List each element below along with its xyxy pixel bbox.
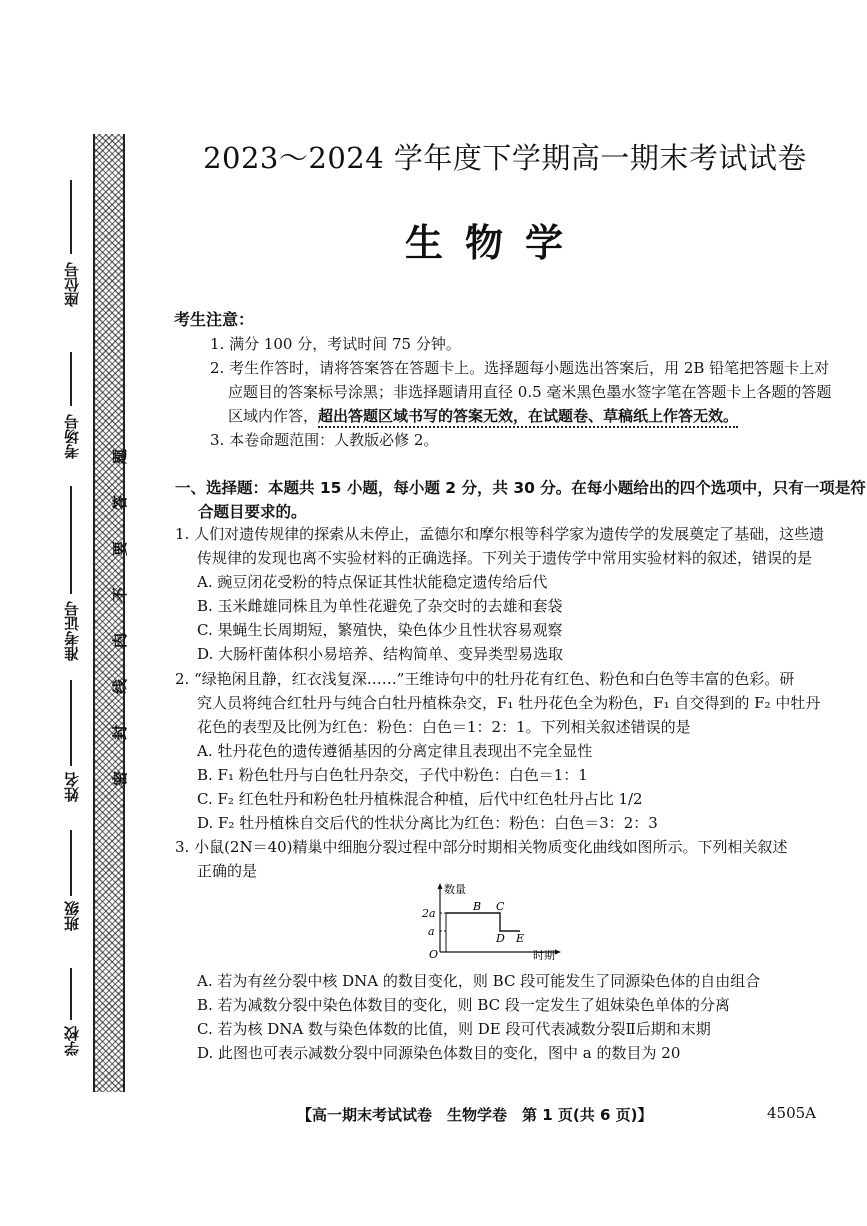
binding-strip (93, 134, 125, 1092)
section-heading: 一、选择题：本题共 15 小题，每小题 2 分，共 30 分。在每小题给出的四个选项中，只有一项是符 (175, 479, 866, 497)
exam-room-label: 考场号 (63, 414, 81, 459)
origin-label: O (429, 948, 439, 960)
question-3-stem: 3. 小鼠(2N＝40)精巢中细胞分裂过程中部分时期相关物质变化曲线如图所示。下列相关叙述 (175, 838, 788, 856)
notice-heading: 考生注意： (174, 310, 255, 329)
y-tick-2a: 2a (422, 907, 436, 920)
exam-title: 2023～2024 学年度下学期高一期末考试试卷 (203, 141, 807, 175)
question-2-option-b: B. F₁ 粉色牡丹与白色牡丹杂交，子代中粉色：白色＝1：1 (197, 766, 588, 784)
notice-item: 3. 本卷命题范围：人教版必修 2。 (210, 431, 439, 449)
x-axis-label: 时期 (533, 949, 555, 960)
question-1-stem: 传规律的发现也离不实验材料的正确选择。下列关于遗传学中常用实验材料的叙述，错误的是 (197, 549, 813, 567)
question-2-option-a: A. 牡丹花色的遗传遵循基因的分离定律且表现出不完全显性 (197, 742, 593, 760)
question-3-option-b: B. 若为减数分裂中染色体数目的变化，则 BC 段一定发生了姐妹染色单体的分离 (197, 996, 730, 1014)
school-line (70, 968, 72, 1020)
point-b: B (473, 900, 482, 913)
notice-item (228, 405, 738, 426)
point-d: D (496, 932, 505, 945)
seal-char: 要 (111, 540, 130, 557)
question-2-stem: 2. “绿艳闲且静，红衣浅复深……”王维诗句中的牡丹花有红色、粉色和白色等丰富的色彩。研 (175, 670, 795, 688)
page-footer: 【高一期末考试试卷 生物学卷 第 1 页(共 6 页)】 (297, 1106, 653, 1124)
notice-item: 1. 满分 100 分，考试时间 75 分钟。 (210, 335, 461, 353)
school-label: 学校 (63, 1026, 81, 1056)
admission-number-line (70, 486, 72, 594)
section-heading-cont: 合题目要求的。 (198, 503, 307, 521)
seal-char: 内 (111, 632, 130, 649)
exam-room-line (70, 352, 72, 406)
admission-number-label: 准考证号 (63, 601, 81, 661)
point-c: C (496, 900, 505, 913)
notice-text: 区域内作答， (228, 407, 319, 425)
paper-code: 4505A (767, 1104, 817, 1122)
name-line (70, 680, 72, 766)
x-axis-arrow (555, 950, 561, 955)
question-2-option-c: C. F₂ 红色牡丹和粉色牡丹植株混合种植，后代中红色牡丹占比 1/2 (197, 790, 643, 808)
name-label: 姓名 (63, 772, 81, 802)
class-label: 班级 (63, 901, 81, 931)
question-3-option-a: A. 若为有丝分裂中核 DNA 的数目变化，则 BC 段可能发生了同源染色体的自由组合 (197, 972, 761, 990)
subject-title: 生物学 (404, 221, 585, 265)
question-2-stem: 究人员将纯合红牡丹与纯合白牡丹植株杂交，F₁ 牡丹花色全为粉色，F₁ 自交得到的 F₂ 中牡丹 (197, 694, 821, 712)
seal-char: 不 (111, 586, 130, 603)
notice-item: 应题目的答案标号涂黑；非选择题请用直径 0.5 毫米黑色墨水签字笔在答题卡上各题的答题 (228, 383, 832, 401)
seal-char: 线 (111, 678, 130, 695)
y-tick-a: a (428, 925, 435, 938)
question-2-stem: 花色的表型及比例为红色：粉色：白色＝1：2：1。下列相关叙述错误的是 (197, 718, 691, 736)
question-1-option-b: B. 玉米雌雄同株且为单性花避免了杂交时的去雄和套袋 (197, 597, 563, 615)
seal-char: 封 (111, 724, 130, 741)
seal-char: 题 (111, 448, 130, 465)
class-line (70, 830, 72, 896)
question-1-stem: 1. 人们对遗传规律的探索从未停止，孟德尔和摩尔根等科学家为遗传学的发展奠定了基础，这些遗 (175, 525, 825, 543)
y-axis-label: 数量 (444, 883, 466, 896)
notice-emphasis: 超出答题区域书写的答案无效，在试题卷、草稿纸上作答无效。 (318, 407, 738, 428)
seal-char: 答 (111, 494, 130, 511)
question-1-option-c: C. 果蝇生长周期短，繁殖快，染色体少且性状容易观察 (197, 621, 563, 639)
quantity-curve-figure (413, 882, 573, 960)
y-axis-arrow (438, 883, 443, 889)
question-1-option-a: A. 豌豆闭花受粉的特点保证其性状能稳定遗传给后代 (197, 573, 548, 591)
point-e: E (516, 932, 525, 945)
seat-number-label: 座位号 (63, 262, 81, 307)
question-1-option-d: D. 大肠杆菌体积小易培养、结构简单、变异类型易选取 (197, 645, 564, 663)
notice-item: 2. 考生作答时，请将答案答在答题卡上。选择题每小题选出答案后，用 2B 铅笔把答题卡上对 (210, 359, 830, 377)
question-2-option-d: D. F₂ 牡丹植株自交后代的性状分离比为红色：粉色：白色＝3：2：3 (197, 814, 658, 832)
question-3-stem: 正确的是 (197, 862, 258, 880)
question-3-option-d: D. 此图也可表示减数分裂中同源染色体数目的变化，图中 a 的数目为 20 (197, 1044, 681, 1062)
seal-char: 密 (111, 770, 130, 787)
question-3-option-c: C. 若为核 DNA 数与染色体数的比值，则 DE 段可代表减数分裂Ⅱ后期和末期 (197, 1020, 711, 1038)
curve-line (446, 913, 520, 931)
